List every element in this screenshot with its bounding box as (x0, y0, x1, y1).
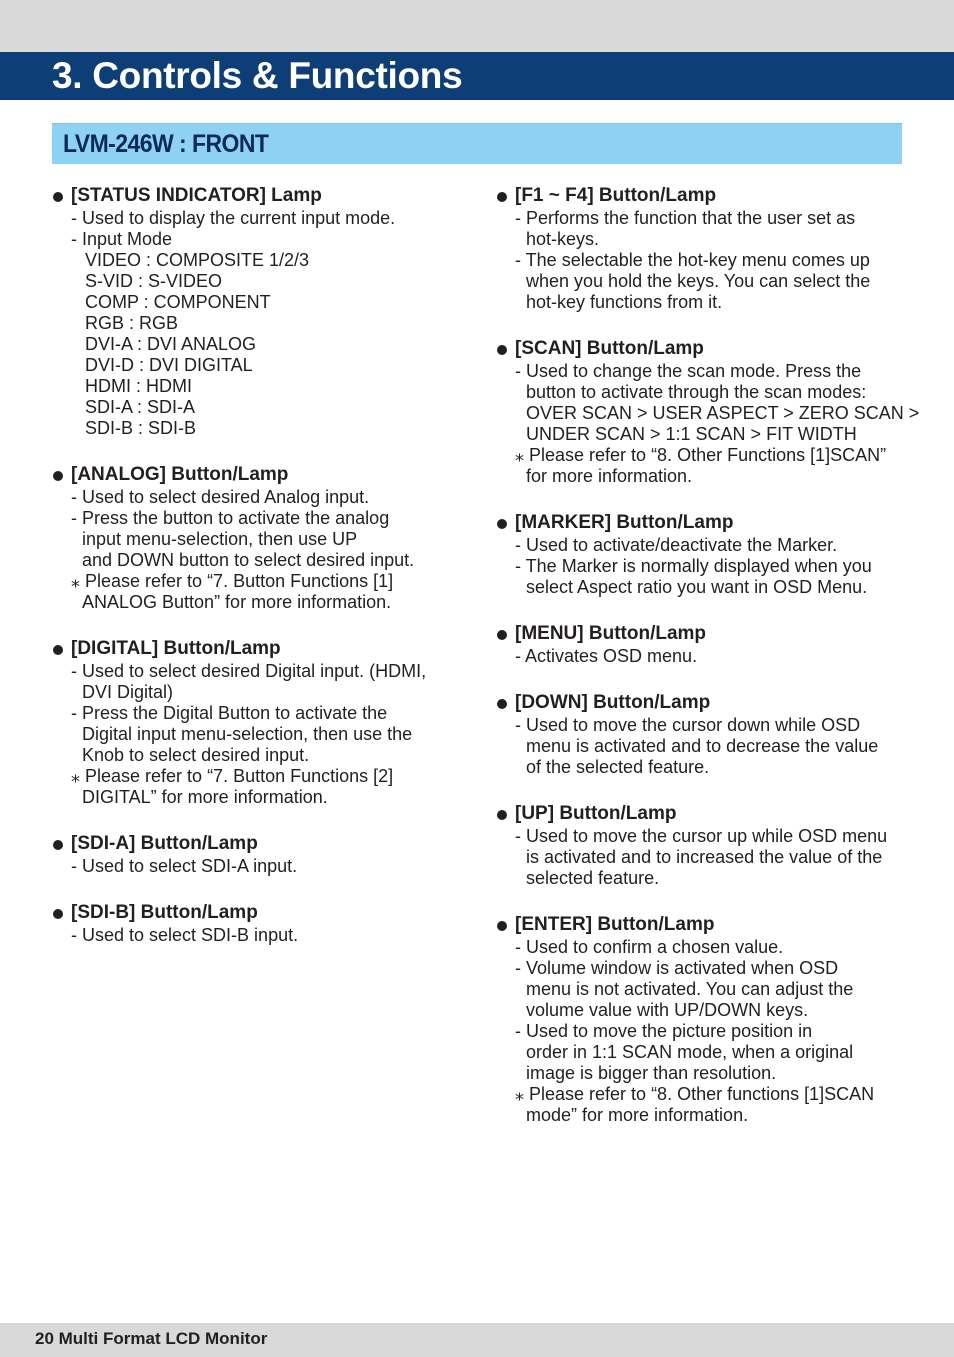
section-heading-text: [MENU] Button/Lamp (515, 623, 707, 644)
description-line: - Used to confirm a chosen value. (515, 937, 784, 957)
description-line: Digital input menu-selection, then use the (82, 724, 413, 744)
section-heading (496, 511, 906, 535)
section-heading (496, 802, 906, 826)
function-section (52, 184, 452, 439)
description-line: of the selected feature. (526, 757, 710, 777)
description-line: - Used to move the picture position in (515, 1021, 813, 1041)
bullet-dot-icon (497, 519, 507, 529)
bullet-dot-icon (497, 192, 507, 202)
left-column (52, 184, 452, 970)
section-heading (52, 463, 452, 487)
bullet-dot-icon (53, 840, 63, 850)
section-heading-text: [DIGITAL] Button/Lamp (71, 638, 281, 659)
function-section (52, 463, 452, 613)
section-heading-text: [MARKER] Button/Lamp (515, 512, 734, 533)
description-line: - Used to activate/deactivate the Marker. (515, 535, 838, 555)
right-column (496, 184, 920, 1150)
bullet-dot-icon (497, 699, 507, 709)
description-line: for more information. (526, 466, 693, 486)
section-title: LVM-246W : FRONT (63, 130, 269, 158)
description-line: when you hold the keys. You can select the (526, 271, 871, 291)
description-line: DVI Digital) (82, 682, 174, 702)
function-section (52, 832, 452, 877)
page-footer (0, 1323, 954, 1357)
bullet-dot-icon (53, 471, 63, 481)
description-line: RGB : RGB (85, 313, 179, 333)
description-line: ⁎ Please refer to “8. Other Functions [1]SCAN” (515, 445, 887, 465)
section-heading (52, 832, 452, 856)
description-line: order in 1:1 SCAN mode, when a original (526, 1042, 854, 1062)
section-heading-text: [ANALOG] Button/Lamp (71, 464, 289, 485)
description-line: - Press the button to activate the analog (71, 508, 390, 528)
bullet-dot-icon (497, 810, 507, 820)
chapter-title: 3. Controls & Functions (52, 55, 463, 96)
description-line: - Used to select SDI-A input. (71, 856, 298, 876)
description-line: - Used to select SDI-B input. (71, 925, 299, 945)
description-line: VIDEO : COMPOSITE 1/2/3 (85, 250, 310, 270)
description-line: ⁎ Please refer to “7. Button Functions [1] (71, 571, 394, 591)
section-heading (496, 913, 906, 937)
description-line: selected feature. (526, 868, 660, 888)
footer-text: 20 Multi Format LCD Monitor (35, 1329, 268, 1348)
description-line: - Used to select desired Analog input. (71, 487, 370, 507)
section-heading (52, 901, 452, 925)
top-band (0, 0, 954, 52)
section-heading-text: [ENTER] Button/Lamp (515, 914, 715, 935)
description-line: DVI-D : DVI DIGITAL (85, 355, 253, 375)
function-section (496, 184, 906, 313)
section-heading (52, 637, 452, 661)
description-line: DIGITAL” for more information. (82, 787, 328, 807)
section-heading-text: [SDI-A] Button/Lamp (71, 833, 258, 854)
description-line: S-VID : S-VIDEO (85, 271, 223, 291)
section-heading (52, 184, 452, 208)
description-line: - Volume window is activated when OSD (515, 958, 839, 978)
function-section (496, 511, 906, 598)
section-heading-text: [F1 ~ F4] Button/Lamp (515, 185, 717, 206)
description-line: ⁎ Please refer to “8. Other functions [1]SCAN (515, 1084, 875, 1104)
function-section (496, 622, 906, 667)
function-section (496, 337, 920, 487)
function-section (496, 691, 906, 778)
bullet-dot-icon (53, 909, 63, 919)
description-line: image is bigger than resolution. (526, 1063, 777, 1083)
description-line: - Used to select desired Digital input. (HDMI, (71, 661, 427, 681)
function-section (496, 802, 906, 889)
description-line: - The selectable the hot-key menu comes up (515, 250, 870, 270)
function-section (52, 637, 452, 808)
section-heading (496, 337, 906, 361)
description-line: menu is not activated. You can adjust the (526, 979, 854, 999)
description-line: - Input Mode (71, 229, 173, 249)
description-line: HDMI : HDMI (85, 376, 192, 396)
function-section (52, 901, 452, 946)
description-line: - Used to move the cursor up while OSD menu (515, 826, 888, 846)
description-line: select Aspect ratio you want in OSD Menu. (526, 577, 868, 597)
description-line: - Press the Digital Button to activate the (71, 703, 388, 723)
description-line: volume value with UP/DOWN keys. (526, 1000, 809, 1020)
description-line: - Used to display the current input mode. (71, 208, 396, 228)
bullet-dot-icon (497, 345, 507, 355)
description-line: Knob to select desired input. (82, 745, 310, 765)
description-line: hot-keys. (526, 229, 600, 249)
description-line: is activated and to increased the value of the (526, 847, 883, 867)
section-heading-text: [UP] Button/Lamp (515, 803, 677, 824)
description-line: DVI-A : DVI ANALOG (85, 334, 257, 354)
description-line: and DOWN button to select desired input. (82, 550, 415, 570)
bullet-dot-icon (497, 630, 507, 640)
bullet-dot-icon (53, 192, 63, 202)
description-line: ANALOG Button” for more information. (82, 592, 392, 612)
description-line: UNDER SCAN > 1:1 SCAN > FIT WIDTH (526, 424, 857, 444)
description-line: - Performs the function that the user set as (515, 208, 856, 228)
description-line: button to activate through the scan modes: (526, 382, 867, 402)
description-line: SDI-A : SDI-A (85, 397, 196, 417)
description-line: hot-key functions from it. (526, 292, 723, 312)
section-heading (496, 184, 906, 208)
description-line: - Activates OSD menu. (515, 646, 698, 666)
section-heading (496, 622, 906, 646)
function-section (496, 913, 906, 1126)
section-title-bar (52, 123, 902, 164)
section-heading-text: [STATUS INDICATOR] Lamp (71, 185, 322, 206)
description-line: ⁎ Please refer to “7. Button Functions [2] (71, 766, 394, 786)
chapter-title-bar (0, 52, 954, 100)
description-line: menu is activated and to decrease the value (526, 736, 879, 756)
description-line: - The Marker is normally displayed when you (515, 556, 872, 576)
description-line: - Used to move the cursor down while OSD (515, 715, 861, 735)
description-line: mode” for more information. (526, 1105, 749, 1125)
section-heading-text: [SDI-B] Button/Lamp (71, 902, 258, 923)
description-line: OVER SCAN > USER ASPECT > ZERO SCAN > (526, 403, 920, 423)
section-heading-text: [DOWN] Button/Lamp (515, 692, 711, 713)
description-line: input menu-selection, then use UP (82, 529, 358, 549)
bullet-dot-icon (53, 645, 63, 655)
description-line: - Used to change the scan mode. Press the (515, 361, 862, 381)
description-line: COMP : COMPONENT (85, 292, 271, 312)
section-heading-text: [SCAN] Button/Lamp (515, 338, 704, 359)
bullet-dot-icon (497, 921, 507, 931)
section-heading (496, 691, 906, 715)
description-line: SDI-B : SDI-B (85, 418, 197, 438)
